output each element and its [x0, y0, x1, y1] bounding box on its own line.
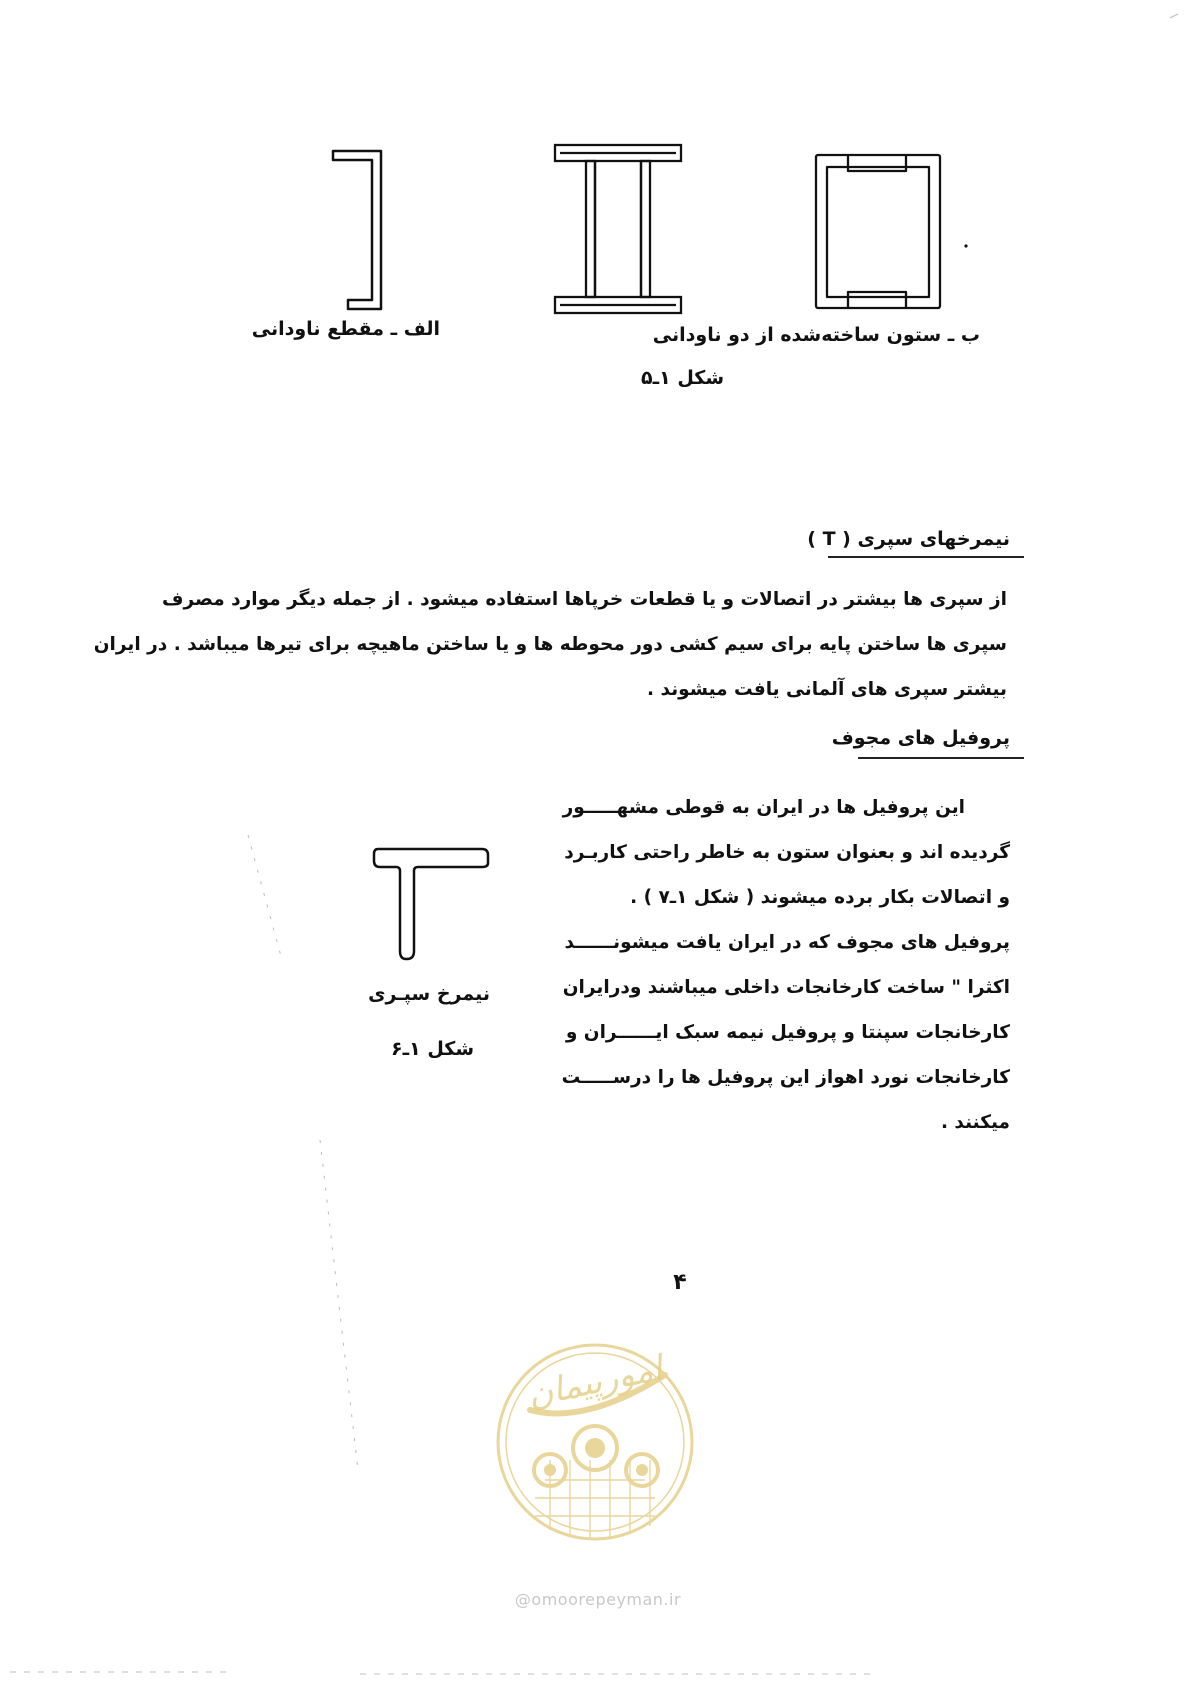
watermark-site: @omoorepeyman.ir — [514, 1590, 682, 1609]
section-heading-hollow: پروفیل های مجوف — [831, 727, 1010, 749]
paragraph-line: سپری ها ساختن پایه برای سیم کشی دور محوطه ها و یا ساختن ماهیچه برای تیرها میباشد . در ایران — [93, 634, 1007, 655]
paragraph-line: و اتصالات بکار برده میشوند ( شکل ۱ـ۷ ) . — [630, 887, 1010, 908]
paragraph-line: از سپری ها بیشتر در اتصالات و یا قطعات خرپاها استفاده میشود . از جمله دیگر موارد مصرف — [162, 589, 1007, 610]
paragraph-line: بیشتر سپری های آلمانی یافت میشوند . — [647, 679, 1007, 700]
paragraph-line: این پروفیل ها در ایران به قوطی مشهـــــور — [562, 797, 965, 818]
paragraph-line: کارخانجات سپنتا و پروفیل نیمه سبک ایــــــران و — [565, 1022, 1010, 1043]
paragraph-line: میکنند . — [940, 1112, 1010, 1133]
watermark-logo-text: امورپیمان — [524, 1348, 666, 1416]
paragraph-line: پروفیل های مجوف که در ایران یافت میشونــــــد — [564, 932, 1010, 953]
paragraph-line: اکثرا " ساخت کارخانجات داخلی میباشند ودرایران — [562, 977, 1010, 998]
section-heading-tee: نیمرخهای سپری ( T ) — [807, 528, 1010, 550]
figure-title-6-1: شکل ۱ـ۶ — [390, 1038, 475, 1060]
paragraph-line: گردیده اند و بعنوان ستون به خاطر راحتی کاربـرد — [564, 842, 1010, 863]
figure-caption-channel: الف ـ مقطع ناودانی — [251, 318, 440, 340]
paragraph-line: کارخانجات نورد اهواز این پروفیل ها را درســـــت — [561, 1067, 1010, 1088]
figure-label-tee: نیمرخ سپـری — [368, 983, 490, 1005]
figure-title-5-1: شکل ۱ـ۵ — [640, 367, 725, 389]
page-number: ۴ — [673, 1270, 687, 1295]
figure-caption-box-column: ب ـ ستون ساخته‌شده از دو ناودانی — [652, 324, 980, 346]
